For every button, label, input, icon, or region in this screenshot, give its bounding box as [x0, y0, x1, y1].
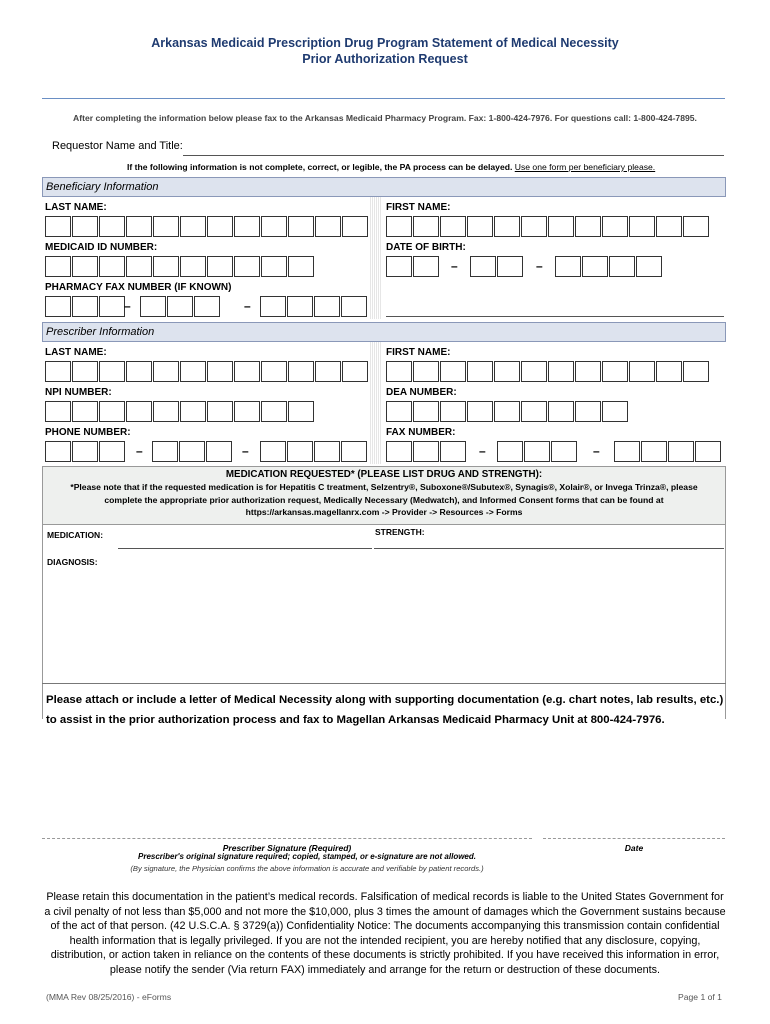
- npi-label: NPI NUMBER:: [45, 387, 112, 398]
- medication-note-box: [42, 466, 726, 525]
- ben-last-name-label: LAST NAME:: [45, 202, 107, 213]
- ben-first-name-label: FIRST NAME:: [386, 202, 451, 213]
- medicaid-id-boxes[interactable]: [45, 256, 315, 277]
- npi-boxes[interactable]: [45, 401, 315, 422]
- prescriber-section-header: Prescriber Information: [42, 322, 726, 342]
- title-divider: [42, 98, 725, 99]
- pres-first-name-boxes[interactable]: [386, 361, 710, 382]
- signature-note: Prescriber's original signature required; copied, stamped, or e-signature are not allowed.: [138, 852, 476, 861]
- signature-line[interactable]: [42, 838, 532, 839]
- pres-first-name-label: FIRST NAME:: [386, 347, 451, 358]
- pharmacy-fax-dash-2: –: [244, 299, 251, 313]
- pres-last-name-label: LAST NAME:: [45, 347, 107, 358]
- pharmacy-extra-line: [386, 316, 724, 317]
- disclaimer: Please retain this documentation in the patient’s medical records. Falsification of medical records is liable to the United States Government for a civil penalty of not less than $5,000 and not more the $10,000, plus 3 times the amount of damages which the Government sustains because of the act of that person. (42 U.S.C.A. § 3729(a)) Confidentiality Notice: The documents accompanying this transmission contain confidential health information that is legally privileged. If you are not the intended recipient, you are hereby notified that any disclosure, copying, distribution, or action taken in reliance on the contents of these documents is strictly prohibited. If you have received this information in error, please notify the sender (Via return FAX) immediately and arrange for the return or destruction of these documents.: [44, 891, 726, 976]
- fax-dash-2: –: [593, 444, 600, 458]
- dea-boxes[interactable]: [386, 401, 629, 422]
- diagnosis-input[interactable]: [46, 570, 722, 682]
- medication-note: *Please note that if the requested medication is for Hepatitis C treatment, Selzentry®, Suboxone®/Subutex®, Synagis®, Xolair®, or Invega Trinza®, please complete the appropriate prior authorization request, Medically Necessary (Medwatch), and Informed Consent forms that can be found at https://arkansas.magellanrx.com -> Provider -> Resources -> Forms: [70, 482, 698, 517]
- medication-label: MEDICATION:: [47, 530, 104, 540]
- dea-label: DEA NUMBER:: [386, 387, 457, 398]
- divider-hatch: [370, 197, 382, 319]
- phone-dash-1: –: [136, 444, 143, 458]
- fax-line-boxes[interactable]: [614, 441, 722, 462]
- fax-area-boxes[interactable]: [386, 441, 467, 462]
- pharmacy-fax-line-boxes[interactable]: [260, 296, 368, 317]
- phone-label: PHONE NUMBER:: [45, 427, 131, 438]
- form-subtitle: Prior Authorization Request: [302, 52, 468, 66]
- phone-area-boxes[interactable]: [45, 441, 126, 462]
- strength-label: STRENGTH:: [375, 527, 425, 537]
- ben-first-name-boxes[interactable]: [386, 216, 710, 237]
- fax-prefix-boxes[interactable]: [497, 441, 578, 462]
- dob-day-boxes[interactable]: [470, 256, 524, 277]
- requestor-input[interactable]: [183, 155, 724, 156]
- form-title: Arkansas Medicaid Prescription Drug Program Statement of Medical Necessity: [151, 36, 619, 50]
- pres-last-name-boxes[interactable]: [45, 361, 369, 382]
- signature-label: Prescriber Signature (Required): [222, 843, 352, 853]
- beneficiary-section-header: Beneficiary Information: [42, 177, 726, 197]
- medication-heading: MEDICATION REQUESTED* (PLEASE LIST DRUG AND STRENGTH):: [225, 469, 543, 480]
- dob-month-boxes[interactable]: [386, 256, 440, 277]
- warning-link: Use one form per beneficiary please.: [514, 162, 656, 172]
- phone-dash-2: –: [242, 444, 249, 458]
- medication-input[interactable]: [118, 548, 372, 549]
- medicaid-id-label: MEDICAID ID NUMBER:: [45, 242, 158, 253]
- pharmacy-fax-prefix-boxes[interactable]: [140, 296, 221, 317]
- attach-notice: Please attach or include a letter of Medical Necessity along with supporting documentation (e.g. chart notes, lab results, etc.) to assist in the prior authorization process and fax to Magellan Arkansas Medicaid Pharmacy Unit at 800-424-7976.: [46, 694, 724, 726]
- dob-label: DATE OF BIRTH:: [386, 242, 466, 253]
- strength-input[interactable]: [374, 548, 724, 549]
- pharmacy-fax-dash-1: –: [124, 299, 131, 313]
- date-label: Date: [624, 843, 644, 853]
- signature-confirmation: (By signature, the Physician confirms the above information is accurate and verifiable by patient records.): [130, 864, 484, 873]
- diagnosis-label: DIAGNOSIS:: [47, 557, 98, 567]
- pharmacy-fax-area-boxes[interactable]: [45, 296, 126, 317]
- revision-info: (MMA Rev 08/25/2016) - eForms: [46, 992, 172, 1002]
- page-number: Page 1 of 1: [678, 992, 722, 1002]
- diagnosis-bottom-rule: [42, 683, 726, 684]
- phone-prefix-boxes[interactable]: [152, 441, 233, 462]
- pharmacy-fax-label: PHARMACY FAX NUMBER (IF KNOWN): [45, 282, 232, 293]
- phone-line-boxes[interactable]: [260, 441, 368, 462]
- date-line[interactable]: [543, 838, 725, 839]
- requestor-label: Requestor Name and Title:: [52, 140, 183, 152]
- dob-dash-2: –: [536, 259, 543, 273]
- divider-hatch-2: [370, 342, 382, 464]
- warning-text: If the following information is not complete, correct, or legible, the PA process can be delayed. Use one form per beneficiary please.: [127, 162, 656, 172]
- fax-instruction: After completing the information below please fax to the Arkansas Medicaid Pharmacy Program. Fax: 1-800-424-7976. For questions call: 1-800-424-7895.: [73, 113, 697, 123]
- fax-dash-1: –: [479, 444, 486, 458]
- fax-label: FAX NUMBER:: [386, 427, 456, 438]
- ben-last-name-boxes[interactable]: [45, 216, 369, 237]
- dob-year-boxes[interactable]: [555, 256, 663, 277]
- dob-dash-1: –: [451, 259, 458, 273]
